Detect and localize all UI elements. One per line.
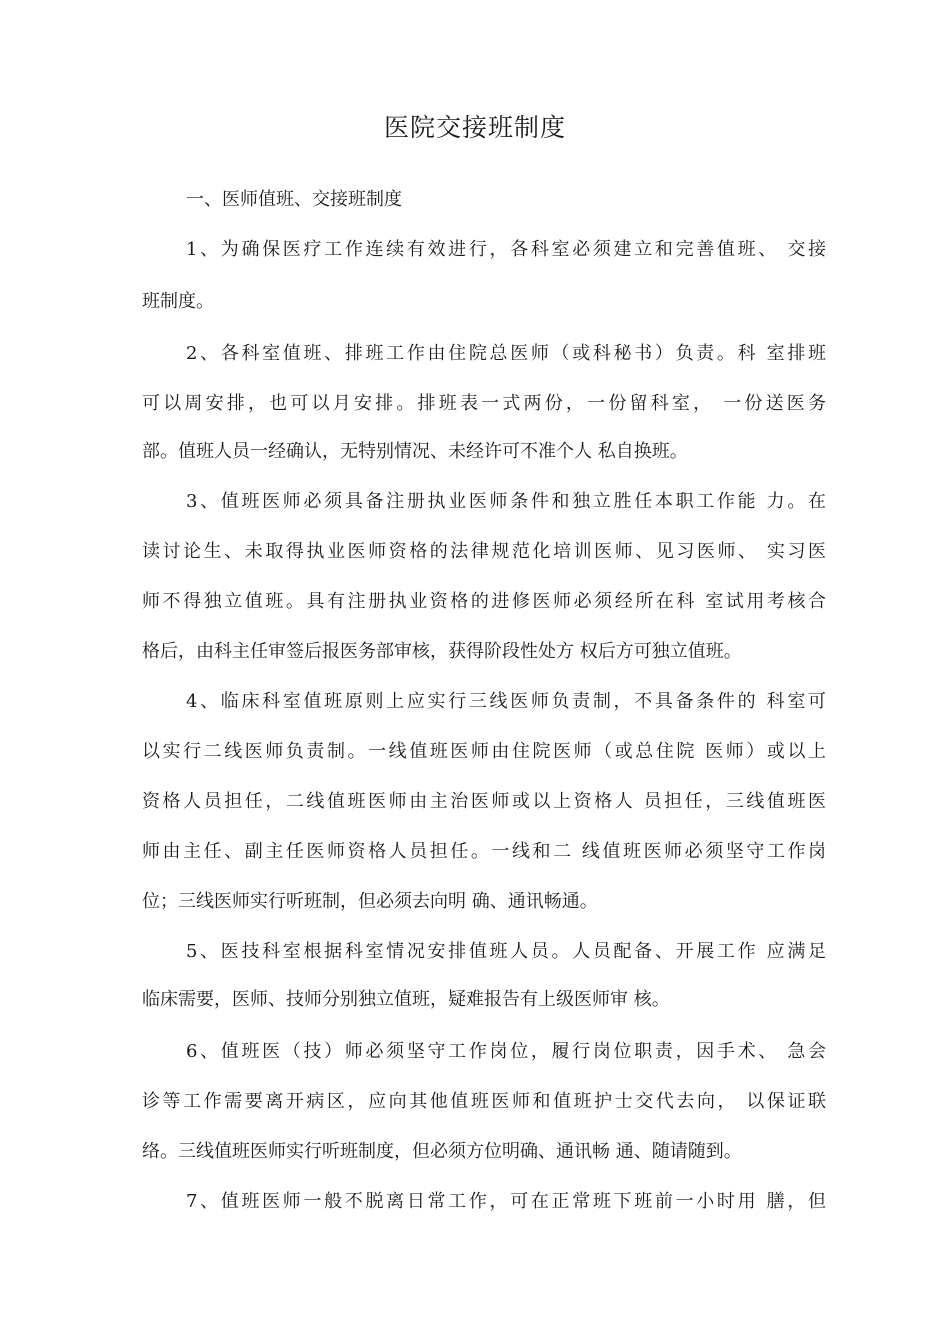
section-heading: 一、医师值班、交接班制度 — [186, 189, 402, 210]
paragraph-line: 5、医技科室根据科室情况安排值班人员。人员配备、开展工作 应满足 — [186, 941, 826, 962]
document-title: 医院交接班制度 — [383, 113, 566, 142]
paragraph-line: 2、各科室值班、排班工作由住院总医师（或科秘书）负责。科 室排班 — [186, 343, 826, 364]
paragraph-line: 6、值班医（技）师必须坚守工作岗位，履行岗位职责，因手术、 急会 — [186, 1041, 826, 1062]
paragraph-line: 格后，由科主任审签后报医务部审核，获得阶段性处方 权后方可独立值班。 — [142, 641, 742, 662]
paragraph-line: 1、为确保医疗工作连续有效进行，各科室必须建立和完善值班、 交接 — [186, 239, 826, 260]
paragraph-line: 诊等工作需要离开病区，应向其他值班医师和值班护士交代去向， 以保证联 — [142, 1091, 826, 1112]
paragraph-line: 读讨论生、未取得执业医师资格的法律规范化培训医师、见习医师、 实习医 — [142, 541, 826, 562]
paragraph-line: 以实行二线医师负责制。一线值班医师由住院医师（或总住院 医师）或以上 — [142, 741, 826, 762]
paragraph-line: 临床需要，医师、技师分别独立值班，疑难报告有上级医师审 核。 — [142, 989, 670, 1010]
paragraph-line: 可以周安排，也可以月安排。排班表一式两份，一份留科室， 一份送医务 — [142, 393, 826, 414]
paragraph-line: 位；三线医师实行听班制，但必须去向明 确、通讯畅通。 — [142, 891, 598, 912]
paragraph-line: 师不得独立值班。具有注册执业资格的进修医师必须经所在科 室试用考核合 — [142, 591, 826, 612]
paragraph-line: 资格人员担任，二线值班医师由主治医师或以上资格人 员担任，三线值班医 — [142, 791, 826, 812]
paragraph-line: 部。值班人员一经确认，无特别情况、未经许可不准个人 私自换班。 — [142, 441, 688, 462]
paragraph-line: 7、值班医师一般不脱离日常工作，可在正常班下班前一小时用 膳，但 — [186, 1191, 826, 1212]
paragraph-line: 师由主任、副主任医师资格人员担任。一线和二 线值班医师必须坚守工作岗 — [142, 841, 826, 862]
paragraph-line: 络。三线值班医师实行听班制度，但必须方位明确、通讯畅 通、随请随到。 — [142, 1141, 742, 1162]
paragraph-line: 班制度。 — [142, 291, 214, 312]
paragraph-line: 4、临床科室值班原则上应实行三线医师负责制，不具备条件的 科室可 — [186, 691, 826, 712]
paragraph-line: 3、值班医师必须具备注册执业医师条件和独立胜任本职工作能 力。在 — [186, 491, 826, 512]
